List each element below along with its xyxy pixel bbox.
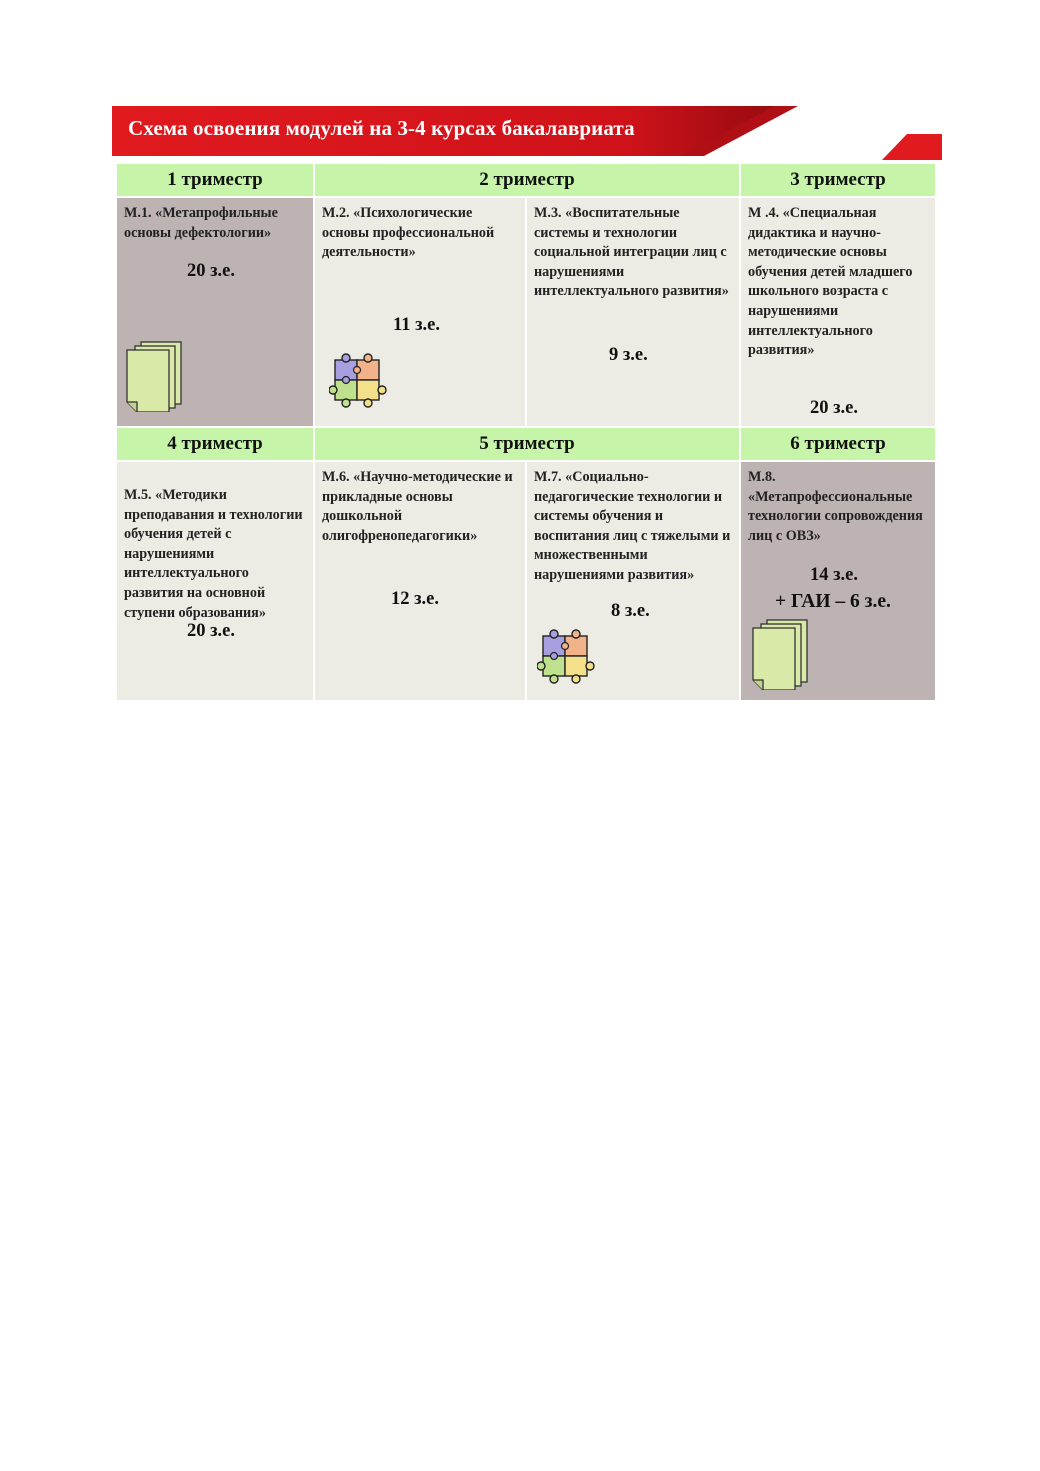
header-trimester-2: 2 триместр (315, 164, 739, 196)
module-table (117, 164, 935, 700)
puzzle-icon (329, 352, 389, 415)
module-credits: 9 з.е. (609, 345, 648, 365)
module-name: М.1. «Метапрофильные основы дефектологии» (124, 205, 278, 241)
header-trimester-1: 1 триместр (117, 164, 313, 196)
header-trimester-4: 4 триместр (117, 428, 313, 460)
module-m8 (741, 462, 935, 700)
module-credits: 8 з.е. (611, 601, 650, 621)
header-trimester-3: 3 триместр (741, 164, 935, 196)
module-credits: 12 з.е. (391, 589, 440, 609)
module-m1 (117, 198, 313, 426)
header-trimester-6: 6 триместр (741, 428, 935, 460)
module-extra-credits: + ГАИ – 6 з.е. (775, 591, 891, 612)
module-credits: 20 з.е. (810, 398, 859, 418)
page-title: Схема освоения модулей на 3-4 курсах бакалавриата (128, 116, 635, 140)
module-credits: 11 з.е. (393, 315, 440, 335)
module-m7 (527, 462, 739, 700)
module-credits: 14 з.е. (810, 565, 859, 585)
module-name: М.3. «Воспитательные системы и технологии социальной интеграции лиц с нарушениями интеллектуального развития» (534, 205, 729, 300)
module-credits: 20 з.е. (187, 261, 236, 281)
puzzle-icon (537, 628, 597, 691)
module-name: М .4. «Специальная дидактика и научно-методические основы обучения детей младшего школьного возраста с нарушениями интеллектуального развития» (748, 205, 913, 359)
module-name: М.5. «Методики преподавания и технологии обучения детей с нарушениями интеллектуального развития на основной ступени образования» (124, 487, 303, 621)
documents-icon (751, 618, 811, 697)
module-m4 (741, 198, 935, 426)
header-trimester-5: 5 триместр (315, 428, 739, 460)
module-m5 (117, 462, 313, 700)
documents-icon (125, 340, 185, 419)
module-name: М.8. «Метапрофессиональные технологии сопровождения лиц с ОВЗ» (748, 469, 923, 544)
title-banner (112, 106, 942, 160)
module-name: М.2. «Психологические основы профессиональной деятельности» (322, 205, 495, 261)
module-m6 (315, 462, 525, 700)
module-name: М.7. «Социально-педагогические технологии и системы обучения и воспитания лиц с тяжелыми и множественными нарушениями развития» (534, 469, 731, 583)
module-name: М.6. «Научно-методические и прикладные основы дошкольной олигофренопедагогики» (322, 469, 513, 544)
module-m3 (527, 198, 739, 426)
module-credits: 20 з.е. (187, 621, 236, 641)
module-m2 (315, 198, 525, 426)
